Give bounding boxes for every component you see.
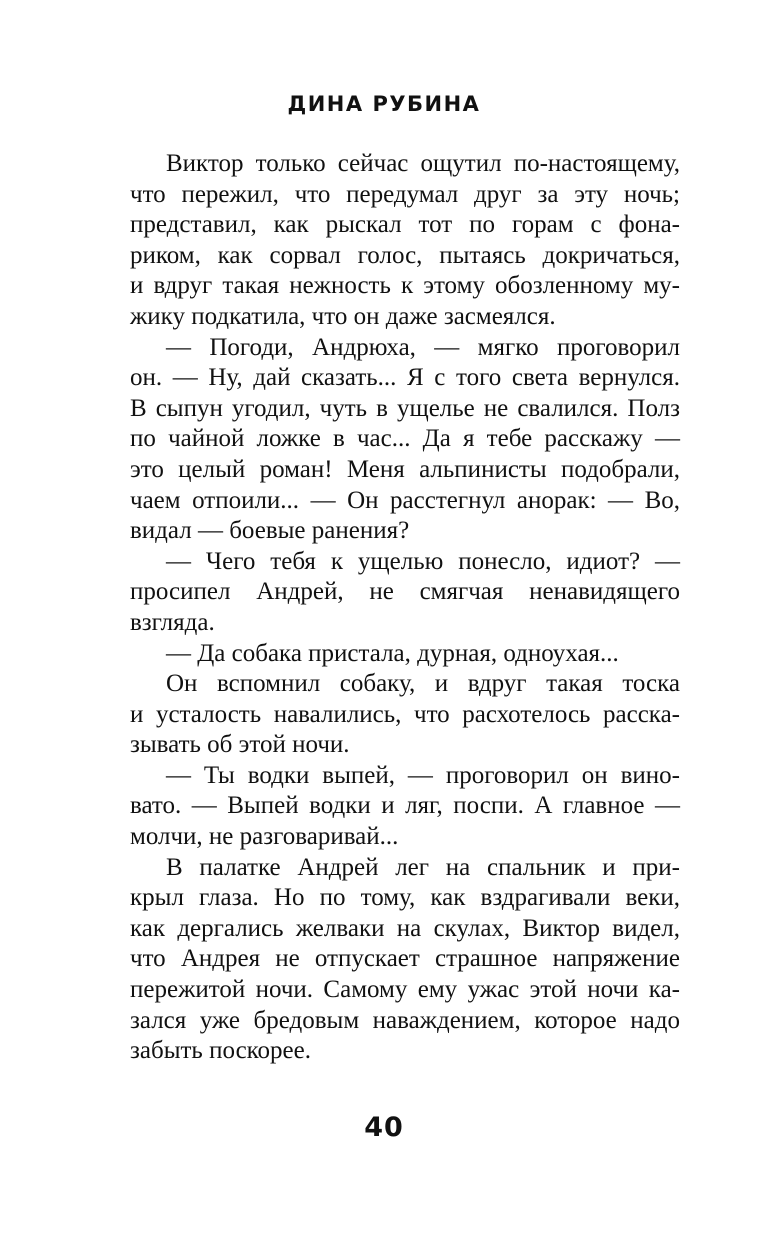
text-line: взгляда. <box>130 608 215 636</box>
text-line: Виктор только сейчас ощутил по-настоящему, <box>166 150 680 177</box>
text-line: — Погоди, Андрюха, — мягко проговорил <box>166 333 680 361</box>
text-line: пережитой ночи. Самому ему ужас этой ночи ка- <box>130 976 680 1004</box>
text-line: и усталость навалились, что расхотелось расска- <box>130 700 680 728</box>
running-head-author: ДИНА РУБИНА <box>287 92 481 116</box>
text-line: как дергались желваки на скулах, Виктор видел, <box>130 914 680 942</box>
text-line: и вдруг такая нежность к этому обозленному му- <box>130 272 680 300</box>
text-line: забыть поскорее. <box>130 1037 311 1065</box>
text-line: крыл глаза. Но по тому, как вздрагивали веки, <box>130 884 680 912</box>
text-line: чаем отпоили... — Он расстегнул анорак: — Во, <box>130 486 680 514</box>
text-line: жику подкатила, что он даже засмеялся. <box>130 302 556 330</box>
text-line: это целый роман! Меня альпинисты подобрали, <box>130 455 680 483</box>
body-text <box>130 149 680 1067</box>
text-line: по чайной ложке в час... Да я тебе расскажу — <box>130 425 680 453</box>
text-line: — Ты водки выпей, — проговорил он вино- <box>166 761 680 789</box>
text-line: зался уже бредовым наваждением, которое надо <box>130 1006 680 1034</box>
text-line: просипел Андрей, не смягчая ненавидящего <box>130 578 680 606</box>
text-line: В сыпун угодил, чуть в ущелье не свалился. Полз <box>130 394 680 422</box>
text-line: молчи, не разговаривай... <box>130 823 399 851</box>
text-line: Он вспомнил собаку, и вдруг такая тоска <box>166 670 680 698</box>
text-line: он. — Ну, дай сказать... Я с того света вернулся. <box>130 364 680 392</box>
text-line: видал — боевые ранения? <box>130 517 410 545</box>
text-line: что пережил, что передумал друг за эту ночь; <box>130 180 680 208</box>
text-line: риком, как сорвал голос, пытаясь докричаться, <box>130 241 680 269</box>
page-number: 40 <box>364 1112 404 1143</box>
text-line: В палатке Андрей лег на спальник и при- <box>166 853 680 881</box>
text-line: вато. — Выпей водки и ляг, поспи. А главное — <box>130 792 680 820</box>
text-line: представил, как рыскал тот по горам с фона- <box>130 211 680 239</box>
text-line: — Да собака пристала, дурная, одноухая... <box>166 639 619 667</box>
text-line: зывать об этой ночи. <box>130 731 350 759</box>
text-line: — Чего тебя к ущелью понесло, идиот? — <box>166 547 680 575</box>
text-line: что Андрея не отпускает страшное напряжение <box>130 945 680 973</box>
